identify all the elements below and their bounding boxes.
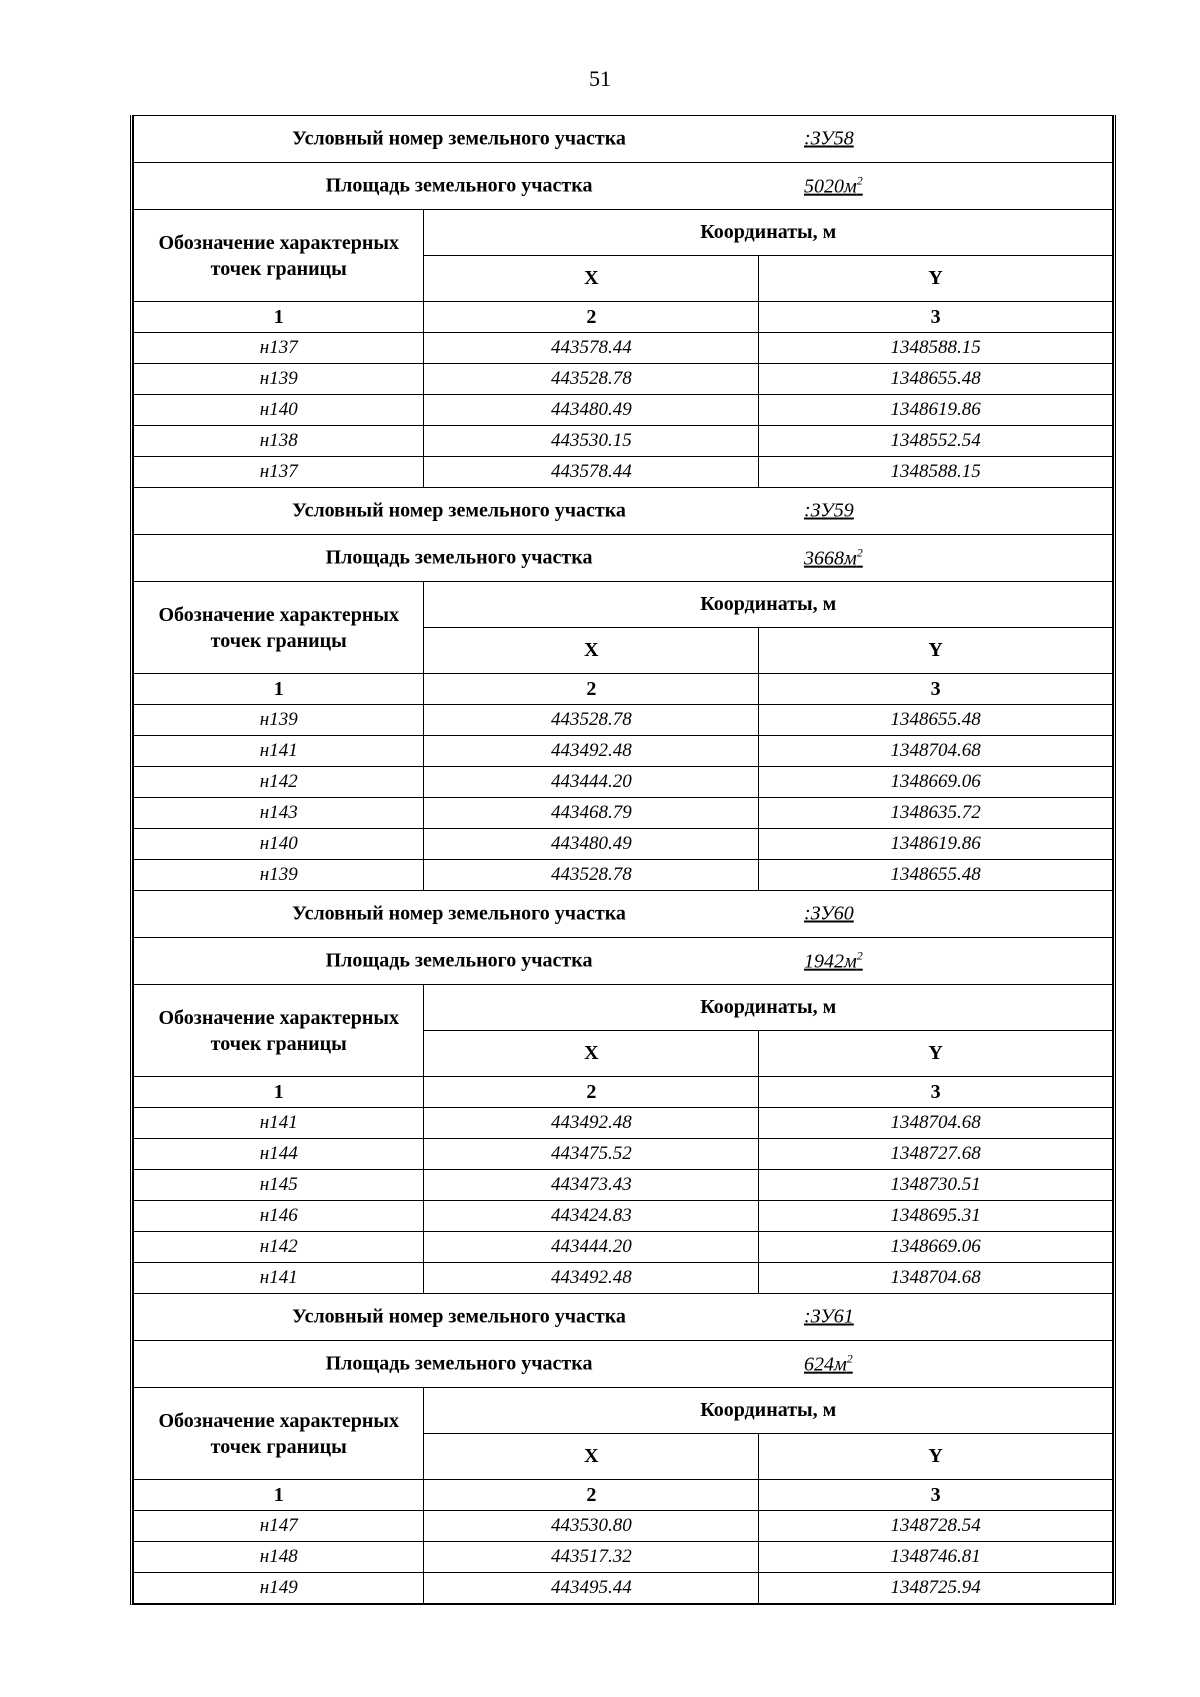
column-number-3: 3 [759, 1077, 1113, 1108]
x-header: X [424, 1031, 759, 1077]
x-coordinate-cell: 443473.43 [424, 1170, 759, 1201]
parcel-number-row [134, 1294, 1113, 1341]
x-coordinate-cell: 443528.78 [424, 860, 759, 891]
coords-header-row [134, 582, 1113, 628]
x-coordinate-cell: 443578.44 [424, 457, 759, 488]
parcel-area-unit-exponent: 2 [846, 1351, 853, 1366]
parcel-number-row [134, 891, 1113, 938]
table-row [134, 767, 1113, 798]
x-coordinate-cell: 443530.15 [424, 426, 759, 457]
x-coordinate-cell: 443475.52 [424, 1139, 759, 1170]
coords-header-row [134, 210, 1113, 256]
parcel-number-cell [134, 116, 1113, 163]
x-header: X [424, 628, 759, 674]
point-name-cell: н139 [134, 860, 424, 891]
y-coordinate-cell: 1348730.51 [759, 1170, 1113, 1201]
table-row [134, 1232, 1113, 1263]
table-row [134, 1108, 1113, 1139]
column-numbers-row [134, 1480, 1113, 1511]
point-name-cell: н138 [134, 426, 424, 457]
parcel-number-cell [134, 1294, 1113, 1341]
point-name-cell: н147 [134, 1511, 424, 1542]
coords-header: Координаты, м [424, 985, 1113, 1031]
y-coordinate-cell: 1348619.86 [759, 829, 1113, 860]
parcel-area-cell [134, 535, 1113, 582]
coords-header-row [134, 985, 1113, 1031]
column-number-3: 3 [759, 302, 1113, 333]
parcel-number-row [134, 488, 1113, 535]
table-row [134, 1170, 1113, 1201]
parcel-number-label: Условный номер земельного участка [292, 902, 626, 925]
point-name-cell: н141 [134, 1108, 424, 1139]
y-coordinate-cell: 1348588.15 [759, 457, 1113, 488]
point-name-cell: н142 [134, 767, 424, 798]
parcel-area-unit-exponent: 2 [856, 948, 863, 963]
y-coordinate-cell: 1348552.54 [759, 426, 1113, 457]
point-name-cell: н139 [134, 364, 424, 395]
parcel-number-value: :ЗУ59 [804, 499, 854, 522]
y-coordinate-cell: 1348725.94 [759, 1573, 1113, 1604]
y-coordinate-cell: 1348619.86 [759, 395, 1113, 426]
column-number-2: 2 [424, 1480, 759, 1511]
coords-header: Координаты, м [424, 582, 1113, 628]
point-name-cell: н149 [134, 1573, 424, 1604]
parcel-area-unit-exponent: 2 [856, 173, 863, 188]
column-number-1: 1 [134, 1077, 424, 1108]
parcel-area-label: Площадь земельного участка [325, 1352, 593, 1375]
point-name-cell: н141 [134, 736, 424, 767]
column-numbers-row [134, 674, 1113, 705]
point-name-cell: н137 [134, 457, 424, 488]
parcel-number-value: :ЗУ58 [804, 127, 854, 150]
parcel-area-label: Площадь земельного участка [325, 949, 593, 972]
parcel-number-cell [134, 891, 1113, 938]
table-row [134, 426, 1113, 457]
table-row [134, 860, 1113, 891]
parcel-area-label: Площадь земельного участка [325, 546, 593, 569]
parcel-area-cell [134, 163, 1113, 210]
parcel-number-label: Условный номер земельного участка [292, 1305, 626, 1328]
parcel-number-value: :ЗУ61 [804, 1305, 854, 1328]
x-coordinate-cell: 443480.49 [424, 829, 759, 860]
point-name-cell: н140 [134, 829, 424, 860]
x-coordinate-cell: 443468.79 [424, 798, 759, 829]
coords-header: Координаты, м [424, 210, 1113, 256]
parcel-number-cell [134, 488, 1113, 535]
parcel-area-row [134, 1341, 1113, 1388]
point-name-cell: н146 [134, 1201, 424, 1232]
column-number-3: 3 [759, 1480, 1113, 1511]
x-coordinate-cell: 443528.78 [424, 705, 759, 736]
x-coordinate-cell: 443480.49 [424, 395, 759, 426]
column-numbers-row [134, 302, 1113, 333]
parcel-number-label: Условный номер земельного участка [292, 127, 626, 150]
coords-header: Координаты, м [424, 1388, 1113, 1434]
y-coordinate-cell: 1348655.48 [759, 364, 1113, 395]
y-coordinate-cell: 1348655.48 [759, 860, 1113, 891]
points-header: Обозначение характерных точек границы [134, 985, 424, 1077]
table-row [134, 798, 1113, 829]
table-row [134, 1201, 1113, 1232]
parcel-table-body [134, 116, 1113, 1604]
parcel-table [133, 115, 1113, 1604]
parcel-area-value [804, 174, 863, 199]
parcel-number-value: :ЗУ60 [804, 902, 854, 925]
x-header: X [424, 1434, 759, 1480]
table-row [134, 1511, 1113, 1542]
x-coordinate-cell: 443530.80 [424, 1511, 759, 1542]
parcel-area-number: 1942м [804, 950, 857, 973]
y-header: Y [759, 628, 1113, 674]
table-row [134, 1573, 1113, 1604]
x-coordinate-cell: 443517.32 [424, 1542, 759, 1573]
points-header: Обозначение характерных точек границы [134, 210, 424, 302]
column-number-2: 2 [424, 1077, 759, 1108]
table-row [134, 457, 1113, 488]
table-row [134, 333, 1113, 364]
parcel-area-row [134, 535, 1113, 582]
point-name-cell: н144 [134, 1139, 424, 1170]
point-name-cell: н142 [134, 1232, 424, 1263]
x-coordinate-cell: 443495.44 [424, 1573, 759, 1604]
page-number: 51 [589, 66, 611, 91]
point-name-cell: н139 [134, 705, 424, 736]
y-coordinate-cell: 1348669.06 [759, 1232, 1113, 1263]
y-coordinate-cell: 1348635.72 [759, 798, 1113, 829]
point-name-cell: н148 [134, 1542, 424, 1573]
parcel-coordinates-document [130, 115, 1116, 1605]
parcel-area-value [804, 1352, 853, 1377]
parcel-area-row [134, 938, 1113, 985]
y-header: Y [759, 1434, 1113, 1480]
parcel-number-row [134, 116, 1113, 163]
parcel-area-row [134, 163, 1113, 210]
x-header: X [424, 256, 759, 302]
column-number-2: 2 [424, 302, 759, 333]
table-row [134, 829, 1113, 860]
column-number-1: 1 [134, 302, 424, 333]
table-row [134, 1139, 1113, 1170]
y-coordinate-cell: 1348728.54 [759, 1511, 1113, 1542]
point-name-cell: н141 [134, 1263, 424, 1294]
parcel-area-value [804, 949, 863, 974]
table-row [134, 1263, 1113, 1294]
point-name-cell: н137 [134, 333, 424, 364]
parcel-area-cell [134, 938, 1113, 985]
parcel-area-number: 5020м [804, 175, 857, 198]
parcel-area-number: 3668м [804, 547, 857, 570]
point-name-cell: н140 [134, 395, 424, 426]
y-coordinate-cell: 1348588.15 [759, 333, 1113, 364]
parcel-area-number: 624м [804, 1353, 847, 1376]
column-number-2: 2 [424, 674, 759, 705]
y-header: Y [759, 1031, 1113, 1077]
y-coordinate-cell: 1348695.31 [759, 1201, 1113, 1232]
points-header: Обозначение характерных точек границы [134, 582, 424, 674]
parcel-area-value [804, 546, 863, 571]
x-coordinate-cell: 443492.48 [424, 1108, 759, 1139]
y-coordinate-cell: 1348669.06 [759, 767, 1113, 798]
table-row [134, 395, 1113, 426]
column-number-1: 1 [134, 674, 424, 705]
parcel-area-cell [134, 1341, 1113, 1388]
points-header: Обозначение характерных точек границы [134, 1388, 424, 1480]
y-coordinate-cell: 1348704.68 [759, 1108, 1113, 1139]
parcel-area-unit-exponent: 2 [856, 545, 863, 560]
x-coordinate-cell: 443492.48 [424, 736, 759, 767]
y-coordinate-cell: 1348704.68 [759, 736, 1113, 767]
y-coordinate-cell: 1348655.48 [759, 705, 1113, 736]
x-coordinate-cell: 443528.78 [424, 364, 759, 395]
y-coordinate-cell: 1348727.68 [759, 1139, 1113, 1170]
parcel-number-label: Условный номер земельного участка [292, 499, 626, 522]
table-row [134, 364, 1113, 395]
table-row [134, 705, 1113, 736]
x-coordinate-cell: 443444.20 [424, 1232, 759, 1263]
x-coordinate-cell: 443492.48 [424, 1263, 759, 1294]
x-coordinate-cell: 443444.20 [424, 767, 759, 798]
y-header: Y [759, 256, 1113, 302]
column-number-3: 3 [759, 674, 1113, 705]
point-name-cell: н143 [134, 798, 424, 829]
table-row [134, 1542, 1113, 1573]
parcel-area-label: Площадь земельного участка [325, 174, 593, 197]
x-coordinate-cell: 443578.44 [424, 333, 759, 364]
point-name-cell: н145 [134, 1170, 424, 1201]
y-coordinate-cell: 1348746.81 [759, 1542, 1113, 1573]
column-number-1: 1 [134, 1480, 424, 1511]
column-numbers-row [134, 1077, 1113, 1108]
x-coordinate-cell: 443424.83 [424, 1201, 759, 1232]
table-row [134, 736, 1113, 767]
y-coordinate-cell: 1348704.68 [759, 1263, 1113, 1294]
coords-header-row [134, 1388, 1113, 1434]
